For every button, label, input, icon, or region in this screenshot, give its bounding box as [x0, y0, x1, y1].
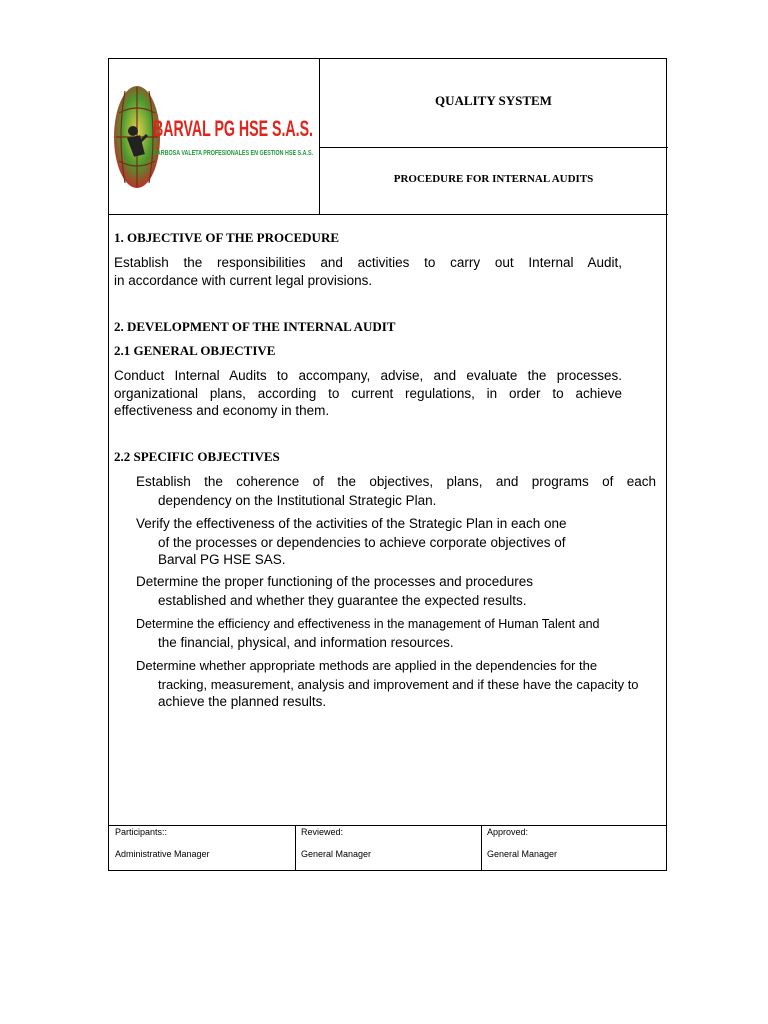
list-item [136, 573, 656, 609]
reviewed-cell [295, 826, 481, 870]
b5-line-3: achieve the planned results. [158, 694, 327, 709]
approved-label: Approved: [487, 827, 529, 837]
list-item [136, 657, 706, 711]
s21-line-1: Conduct Internal Audits to accompany, advise, and evaluate the processes. [114, 368, 622, 383]
s1-line-2: in accordance with current legal provisions. [114, 272, 373, 288]
b2-line-1: Verify the effectiveness of the activities of the Strategic Plan in each one [136, 516, 567, 531]
list-item [136, 515, 656, 569]
header-divider-middle [319, 147, 668, 148]
b4-line-2: the financial, physical, and information resources. [158, 634, 454, 650]
b3-line-1: Determine the proper functioning of the processes and procedures [136, 574, 533, 589]
b5-line-1: Determine whether appropriate methods are applied in the dependencies for the [136, 658, 598, 673]
logo-tagline: BARBOSA VALETA PROFESIONALES EN GESTION HSE S.A.S. [153, 150, 314, 157]
approved-cell [481, 826, 667, 870]
participants-value: Administrative Manager [115, 849, 210, 859]
section-1-heading: 1. OBJECTIVE OF THE PROCEDURE [114, 230, 340, 245]
b2-line-3: Barval PG HSE SAS. [158, 552, 286, 567]
procedure-frame [108, 58, 667, 826]
company-logo [113, 83, 317, 193]
section-2-1-heading: 2.1 GENERAL OBJECTIVE [114, 343, 276, 358]
b1-line-1: Establish the coherence of the objectives, plans, and programs of each [136, 474, 656, 489]
list-item [136, 473, 656, 509]
header-divider-bottom [109, 214, 668, 215]
approval-table [108, 825, 667, 871]
approved-value: General Manager [487, 849, 558, 859]
participants-label: Participants:: [115, 827, 168, 837]
b1-line-2: dependency on the Institutional Strategic Plan. [158, 492, 437, 508]
header-divider-vertical [319, 59, 320, 214]
list-item [136, 616, 696, 651]
b4-line-1: Determine the efficiency and effectiveness in the management of Human Talent and [136, 617, 600, 631]
b3-line-2: established and whether they guarantee the expected results. [158, 592, 527, 608]
procedure-title: PROCEDURE FOR INTERNAL AUDITS [393, 173, 594, 185]
b2-line-2: of the processes or dependencies to achieve corporate objectives of [158, 534, 566, 550]
section-2-1-paragraph [114, 367, 622, 420]
s21-line-2: organizational plans, according to current regulations, in order to achieve [114, 385, 622, 401]
logo-name: BARVAL PG HSE S.A.S. [153, 116, 313, 141]
s1-line-1: Establish the responsibilities and activities to carry out Internal Audit, [114, 255, 622, 270]
b5-line-2: tracking, measurement, analysis and improvement and if these have the capacity to [158, 676, 639, 692]
reviewed-value: General Manager [301, 849, 372, 859]
reviewed-label: Reviewed: [301, 827, 344, 837]
s21-line-3: effectiveness and economy in them. [114, 403, 330, 418]
section-2-2-heading: 2.2 SPECIFIC OBJECTIVES [114, 449, 280, 464]
system-title: QUALITY SYSTEM [435, 93, 552, 108]
section-1-paragraph [114, 254, 622, 289]
participants-cell [109, 826, 295, 870]
section-2-heading: 2. DEVELOPMENT OF THE INTERNAL AUDIT [114, 319, 396, 334]
